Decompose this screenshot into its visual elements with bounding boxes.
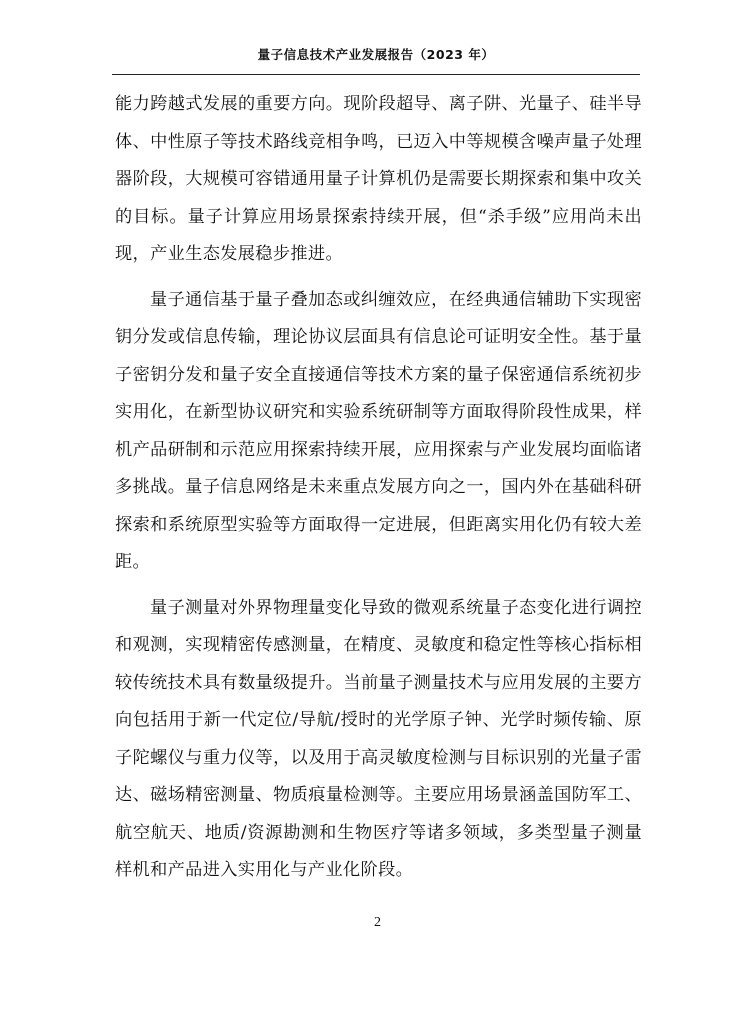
paragraph-quantum-measurement: 量子测量对外界物理量变化导致的微观系统量子态变化进行调控和观测，实现精密传感测量，在精度、灵敏度和稳定性等核心指标相较传统技术具有数量级提升。当前量子测量技术与应用发展的主要方向包括用于新一代定位/导航/授时的光学原子钟、光学时频传输、原子陀螺仪与重力仪等，以及用于高灵敏度检测与目标识别的光量子雷达、磁场精密测量、物质痕量检测等。主要应用场景涵盖国防军工、航空航天、地质/资源勘测和生物医疗等诸多领域，多类型量子测量样机和产品进入实用化与产业化阶段。 bbox=[115, 597, 642, 880]
header-title: 量子信息技术产业发展报告（2023 年） bbox=[257, 47, 495, 62]
paragraph-quantum-communication: 量子通信基于量子叠加态或纠缠效应，在经典通信辅助下实现密钥分发或信息传输，理论协议层面具有信息论可证明安全性。基于量子密钥分发和量子安全直接通信等技术方案的量子保密通信系统初步实用化，在新型协议研究和实验系统研制等方面取得阶段性成果，样机产品研制和示范应用探索持续开展，应用探索与产业发展均面临诸多挑战。量子信息网络是未来重点发展方向之一，国内外在基础科研探索和系统原型实验等方面取得一定进展，但距离实用化仍有较大差距。 bbox=[115, 289, 642, 572]
page-number: 2 bbox=[374, 915, 381, 930]
running-header bbox=[112, 46, 640, 75]
body-text bbox=[115, 86, 642, 890]
paragraph-continued: 能力跨越式发展的重要方向。现阶段超导、离子阱、光量子、硅半导体、中性原子等技术路线竞相争鸣，已迈入中等规模含噪声量子处理器阶段，大规模可容错通用量子计算机仍是需要长期探索和集中攻关的目标。量子计算应用场景探索持续开展，但“杀手级”应用尚未出现，产业生态发展稳步推进。 bbox=[115, 94, 642, 264]
